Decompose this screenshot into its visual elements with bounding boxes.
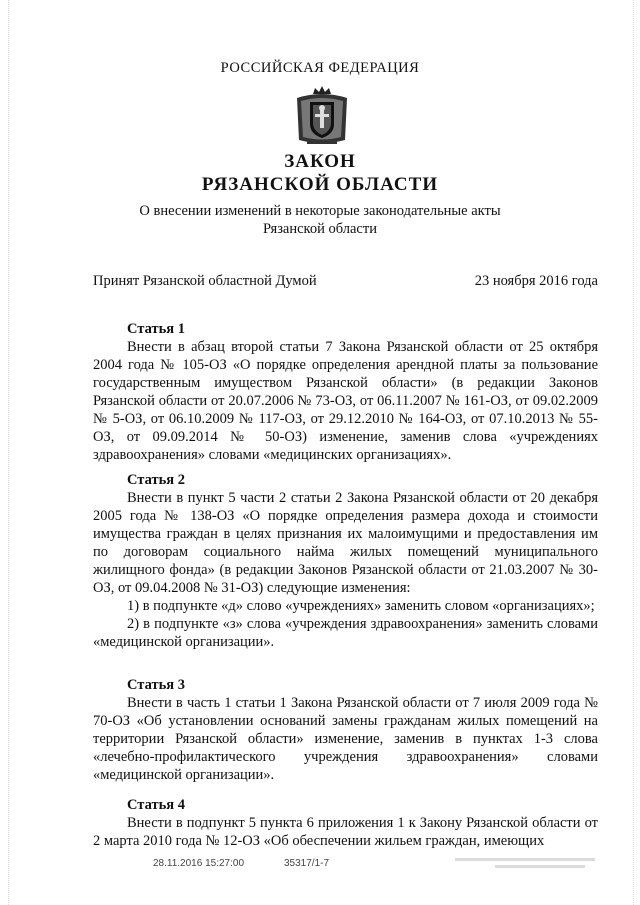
subtitle-line1: О внесении изменений в некоторые законодательные акты	[139, 203, 501, 219]
law-title	[0, 150, 640, 196]
scan-edge-right	[631, 0, 634, 905]
article-1	[93, 320, 598, 464]
article-heading: Статья 1	[127, 321, 185, 337]
law-title-line2: РЯЗАНСКОЙ ОБЛАСТИ	[201, 174, 439, 195]
registration-stamp	[455, 854, 605, 882]
article-3	[93, 676, 598, 784]
subtitle-line2: Рязанской области	[263, 220, 377, 237]
ryazan-coat-of-arms-icon	[293, 84, 351, 148]
article-heading: Статья 2	[127, 472, 185, 488]
article-paragraph: Внести в пункт 5 части 2 статьи 2 Закона Рязанской области от 20 декабря 2005 года № 138-ОЗ «О порядке определения размера дохода и стоимости имущества граждан в целях признания их малоимущими и предоставления им по договорам социального найма жилых помещений муниципального жилищного фонда» (в редакции Законов Рязанской области от 21.03.2007 № 30-ОЗ, от 09.04.2008 № 31-ОЗ) следующие изменения:	[93, 490, 598, 596]
footer-timestamp: 28.11.2016 15:27:00	[153, 858, 245, 869]
footer-doc-id: 35317/1-7	[284, 858, 330, 869]
article-heading: Статья 4	[127, 797, 185, 813]
adoption-date: 23 ноября 2016 года	[474, 273, 598, 289]
law-subtitle	[0, 203, 640, 238]
adoption-row	[93, 273, 598, 290]
article-heading: Статья 3	[127, 677, 185, 693]
article-paragraph: 2) в подпункте «з» слова «учреждения здравоохранения» заменить словами «медицинской организации».	[93, 616, 598, 650]
law-title-line1: ЗАКОН	[284, 151, 356, 172]
country-heading: РОССИЙСКАЯ ФЕДЕРАЦИЯ	[220, 60, 420, 76]
scan-edge-left	[8, 0, 11, 905]
article-paragraph: Внести в часть 1 статьи 1 Закона Рязанской области от 7 июля 2009 года № 70-ОЗ «Об установлении оснований замены гражданам жилых помещений на территории Рязанской области» изменение, заменив в пунктах 1-3 слова «лечебно-профилактического учреждения здравоохранения» словами «медицинской организации».	[93, 695, 598, 783]
article-paragraph: Внести в подпункт 5 пункта 6 приложения 1 к Закону Рязанской области от 2 марта 2010 года № 12-ОЗ «Об обеспечении жильем граждан, имеющих	[93, 815, 598, 849]
article-4	[93, 796, 598, 850]
article-paragraph: 1) в подпункте «д» слово «учреждениях» заменить словом «организациях»;	[127, 598, 595, 614]
article-paragraph: Внести в абзац второй статьи 7 Закона Рязанской области от 25 октября 2004 года № 105-ОЗ «О порядке определения арендной платы за пользование государственным имуществом Рязанской области» (в редакции Законов Рязанской области от 20.07.2006 № 73-ОЗ, от 06.11.2007 № 161-ОЗ, от 09.02.2009 № 5-ОЗ, от 06.10.2009 № 117-ОЗ, от 29.12.2010 № 164-ОЗ, от 07.10.2013 № 55-ОЗ, от 09.09.2014 № 50-ОЗ) изменение, заменив слова «учреждениях здравоохранения» словами «медицинских организациях».	[93, 339, 598, 463]
adopted-by: Принят Рязанской областной Думой	[93, 273, 317, 289]
article-2	[93, 471, 598, 651]
